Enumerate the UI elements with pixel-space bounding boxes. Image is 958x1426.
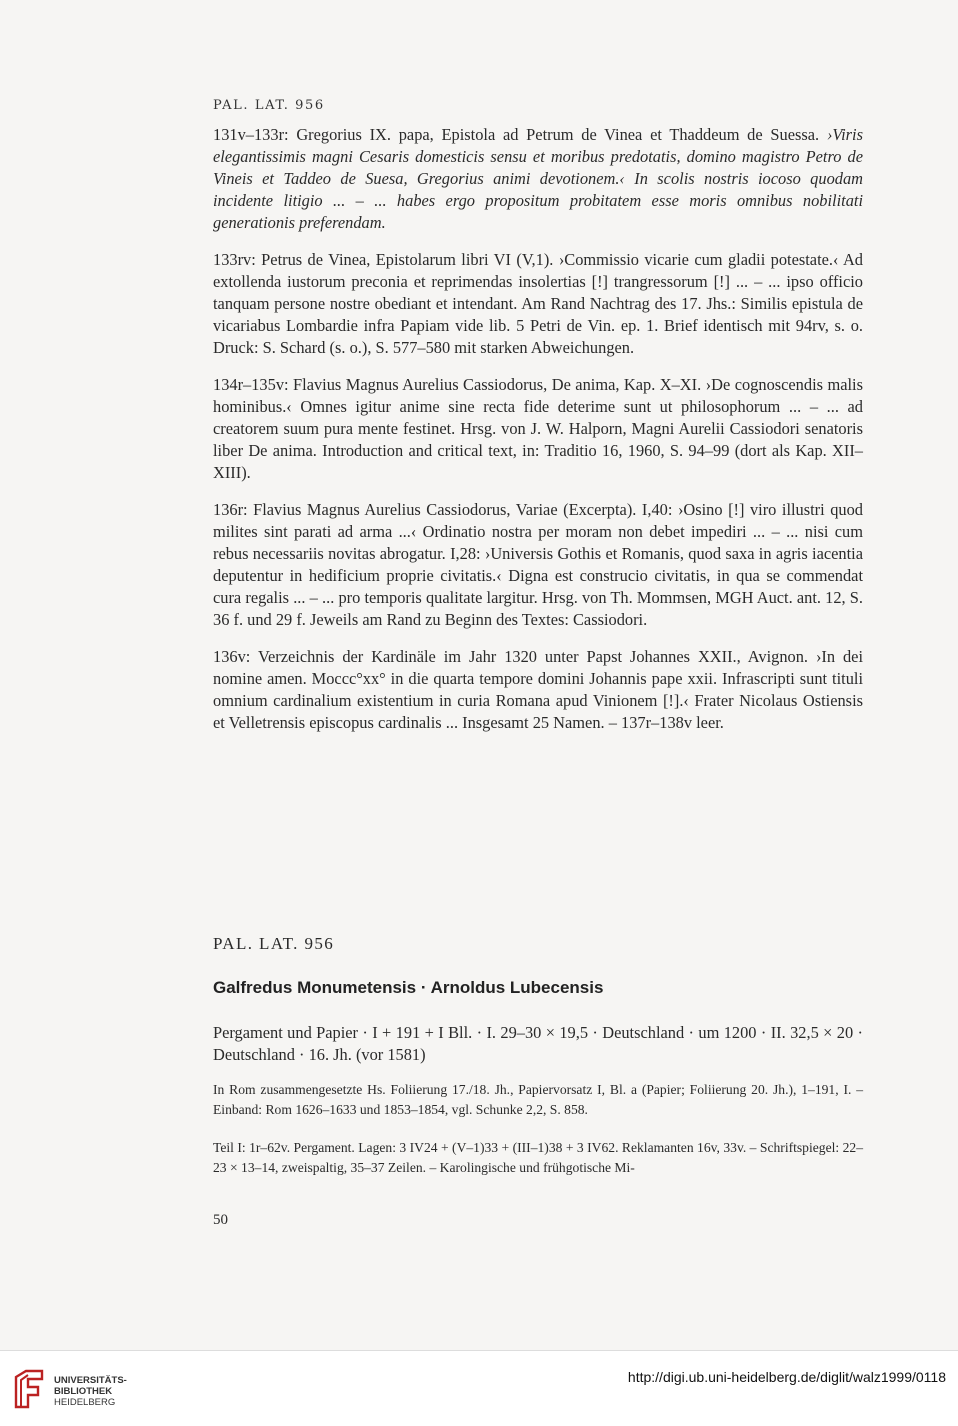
section-note-1: In Rom zusammengesetzte Hs. Foliierung 17./18. Jh., Papiervorsatz I, Bl. a (Papier; Foliierung 20. Jh.), 1–191, I. – Einband: Rom 1626–1633 und 1853–1854, vgl. Schunke 2,2, S. 858.: [213, 1082, 863, 1117]
entries-body: [213, 124, 863, 749]
entry-4-heading: 136r: Flavius Magnus Aurelius Cassiodorus, Variae (Excerpta).: [213, 500, 637, 519]
entry-1: [213, 124, 863, 234]
entry-5-body: ›In dei nomine amen. Moccc°xx° in die quarta tempore domini Johannis pape xxii. Infrascripti sunt tituli omnium cardinalium existentium in curia Romana apud Vinionem [!].‹ Frater Nicolaus Ostiensis et Velletrensis episcopus cardinalis ... Insgesamt 25 Namen. – 137r–138v leer.: [213, 647, 864, 732]
footer-bar: [0, 1350, 958, 1426]
library-emblem-icon: [12, 1367, 48, 1411]
section-shelfmark: PAL. LAT. 956: [213, 934, 335, 953]
permalink-url[interactable]: http://digi.ub.uni-heidelberg.de/diglit/walz1999/0118: [627, 1369, 946, 1385]
entry-3-heading: 134r–135v: Flavius Magnus Aurelius Cassiodorus, De anima, Kap. X–XI.: [213, 375, 702, 394]
library-logo[interactable]: [12, 1367, 172, 1417]
section-description: Pergament und Papier · I + 191 + I Bll. · I. 29–30 × 19,5 · Deutschland · um 1200 · II. 32,5 × 20 · Deutschland · 16. Jh. (vor 1581): [213, 1023, 863, 1064]
entry-1-body: ›Viris elegantissimis magni Cesaris domesticis sensu et moribus predotatis, domino magistro Petro de Vineis et Taddeo de Suesa, Gregorius animi devotionem.‹ In scolis nostris iocoso quodam incidente litigio ... – ... habes ergo propositum probitatem esse moris omnibus nobilitati generationis preferendam.: [213, 125, 863, 232]
entry-3: [213, 374, 863, 484]
library-name-line-2: BIBLIOTHEK: [54, 1386, 113, 1397]
entry-4: [213, 499, 863, 631]
entry-1-heading: 131v–133r: Gregorius IX. papa, Epistola ad Petrum de Vinea et Thaddeum de Suessa.: [213, 125, 820, 144]
entry-2: [213, 249, 863, 359]
library-name: [54, 1375, 127, 1408]
folio-number: 50: [213, 1212, 228, 1228]
section-note-2: Teil I: 1r–62v. Pergament. Lagen: 3 IV24 + (V–1)33 + (III–1)38 + 3 IV62. Reklamanten 16v, 33v. – Schriftspiegel: 22–23 × 13–14, zweispaltig, 35–37 Zeilen. – Karolingische und frühgotische Mi-: [213, 1140, 863, 1175]
entry-5: [213, 646, 863, 734]
library-name-line-3: HEIDELBERG: [54, 1397, 116, 1408]
library-name-line-1: UNIVERSITÄTS-: [54, 1375, 127, 1386]
entry-4-body: I,40: ›Osino [!] viro illustri quod milites sint parati ad arma ...‹ Ordinatio nostra per moram non debet impediri ... – ... nisi cum rebus necessariis novitas abrogatur. I,28: ›Universis Gothis et Romanis, quod saxa in agris iacentia deputentur in hedificium proprie civitatis.‹ Digna est construcio civitatis, in qua se commendat cura regalis ... – ... pro temporis qualitate largitur. Hrsg. von Th. Mommsen, MGH Auct. ant. 12, S. 36 f. und 29 f. Jeweils am Rand zu Beginn des Textes: Cassiodori.: [213, 500, 863, 629]
entry-5-heading: 136v: Verzeichnis der Kardinäle im Jahr 1320 unter Papst Johannes XXII., Avignon.: [213, 647, 809, 666]
running-head: PAL. LAT. 956: [213, 98, 325, 113]
entry-2-body: ›Commissio vicarie cum gladii potestate.‹ Ad extollenda iustorum preconia et reprimendas insolertias [!] trangressorum [!] ... – ... ipso officio tanquam persone nostre obediant et intendant. Am Rand Nachtrag des 17. Jhs.: Similis epistula de vicariabus Lombardie infra Papiam vide lib. 5 Petri de Vin. ep. 1. Brief identisch mit 94rv, s. o. Druck: S. Schard (s. o.), S. 577–580 mit starken Abweichungen.: [213, 250, 863, 357]
section-title: Galfredus Monumetensis · Arnoldus Lubecensis: [213, 978, 604, 997]
entry-2-heading: 133rv: Petrus de Vinea, Epistolarum libri VI (V,1).: [213, 250, 554, 269]
entry-3-body: ›De cognoscendis malis hominibus.‹ Omnes igitur anime sine recta fide deterime sunt ut philosophorum ... – ... ad creatorem suum pura mente festinet. Hrsg. von J. W. Halporn, Magni Aurelii Cassiodori senatoris liber De anima. Introduction and critical text, in: Traditio 16, 1960, S. 94–99 (dort als Kap. XII–XIII).: [213, 375, 863, 482]
